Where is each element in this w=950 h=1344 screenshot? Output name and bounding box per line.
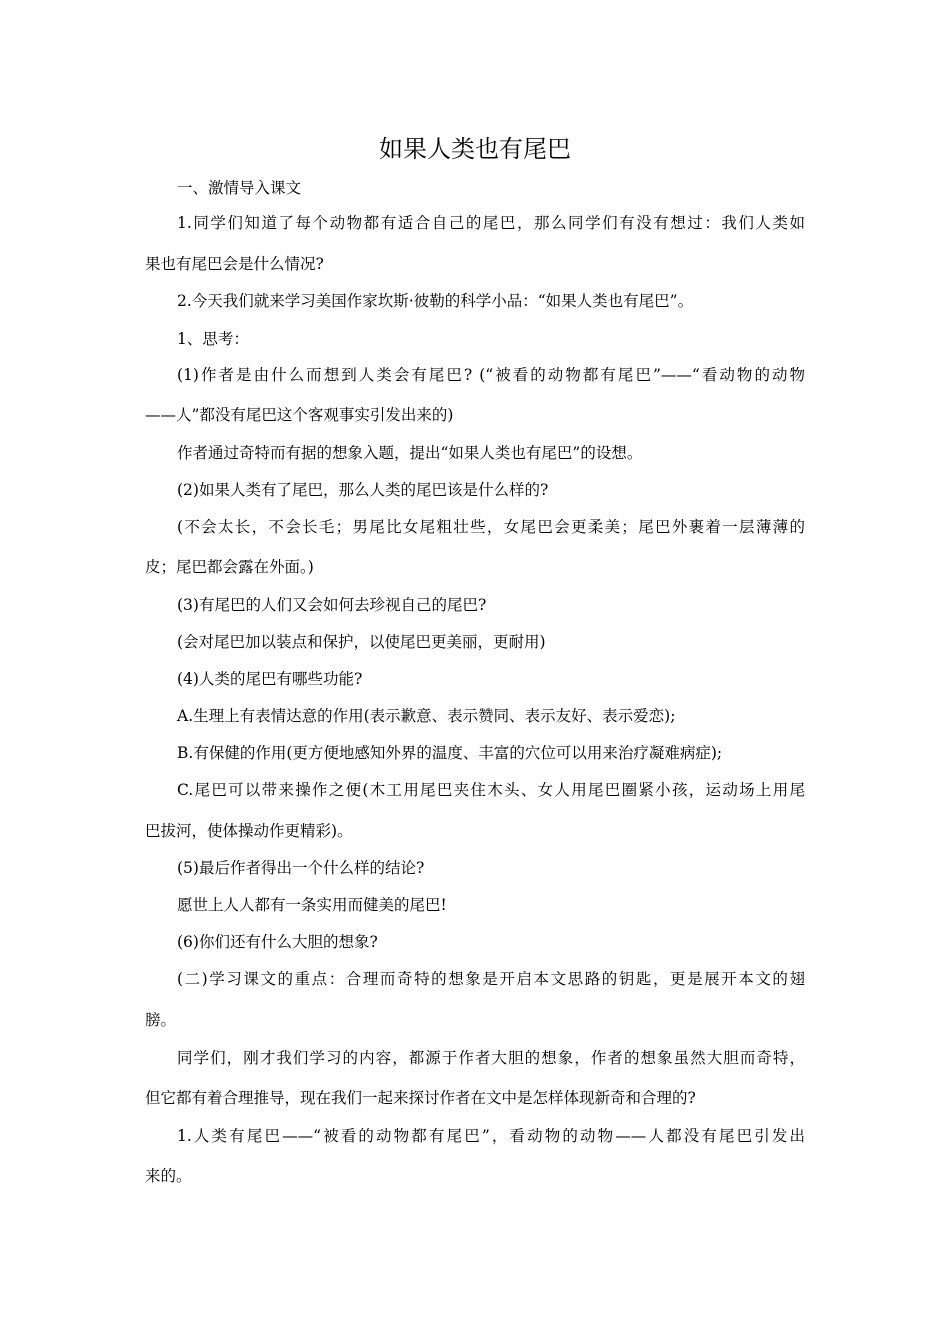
paragraph-line: C.尾巴可以带来操作之便(木工用尾巴夹住木头、女人用尾巴圈紧小孩，运动场上用尾	[177, 781, 805, 799]
paragraph-line: 巴拔河，使体操动作更精彩)。	[145, 822, 353, 840]
paragraph-line: (4)人类的尾巴有哪些功能?	[177, 670, 363, 688]
paragraph-line: 2.今天我们就来学习美国作家坎斯·彼勒的科学小品：“如果人类也有尾巴”。	[177, 292, 694, 310]
paragraph-line: (1)作者是由什么而想到人类会有尾巴? (“被看的动物都有尾巴”——“看动物的动物	[177, 366, 805, 384]
paragraph-line: (5)最后作者得出一个什么样的结论?	[177, 859, 425, 877]
paragraph-line: (2)如果人类有了尾巴，那么人类的尾巴该是什么样的?	[177, 481, 549, 499]
paragraph-line: 1、思考：	[177, 330, 249, 348]
paragraph-line: ——人”都没有尾巴这个客观事实引发出来的)	[145, 406, 454, 424]
paragraph-line: 1.同学们知道了每个动物都有适合自己的尾巴，那么同学们有没有想过：我们人类如	[177, 214, 805, 232]
document-title: 如果人类也有尾巴	[379, 135, 571, 163]
paragraph-line: A.生理上有表情达意的作用(表示歉意、表示赞同、表示友好、表示爱恋);	[177, 707, 676, 725]
paragraph-line: 同学们，刚才我们学习的内容，都源于作者大胆的想象，作者的想象虽然大胆而奇特，	[177, 1049, 805, 1067]
paragraph-line: (二)学习课文的重点：合理而奇特的想象是开启本文思路的钥匙，更是展开本文的翅	[177, 970, 805, 988]
paragraph-line: 1.人类有尾巴——“被看的动物都有尾巴”，看动物的动物——人都没有尾巴引发出	[177, 1127, 805, 1145]
paragraph-line: 愿世上人人都有一条实用而健美的尾巴!	[177, 896, 447, 914]
paragraph-line: 但它都有着合理推导，现在我们一起来探讨作者在文中是怎样体现新奇和合理的?	[145, 1089, 696, 1107]
paragraph-line: (会对尾巴加以装点和保护，以使尾巴更美丽，更耐用)	[177, 633, 546, 651]
paragraph-line: (6)你们还有什么大胆的想象?	[177, 933, 378, 951]
section-heading: 一、激情导入课文	[177, 179, 302, 197]
paragraph-line: 来的。	[145, 1167, 192, 1185]
paragraph-line: (不会太长，不会长毛；男尾比女尾粗壮些，女尾巴会更柔美；尾巴外裹着一层薄薄的	[177, 518, 805, 536]
paragraph-line: B.有保健的作用(更方便地感知外界的温度、丰富的穴位可以用来治疗凝难病症);	[177, 744, 723, 762]
paragraph-line: 皮；尾巴都会露在外面。)	[145, 558, 314, 576]
paragraph-line: (3)有尾巴的人们又会如何去珍视自己的尾巴?	[177, 596, 487, 614]
paragraph-line: 作者通过奇特而有据的想象入题，提出“如果人类也有尾巴”的设想。	[177, 444, 643, 462]
paragraph-line: 果也有尾巴会是什么情况?	[145, 255, 324, 273]
paragraph-line: 膀。	[145, 1011, 177, 1029]
